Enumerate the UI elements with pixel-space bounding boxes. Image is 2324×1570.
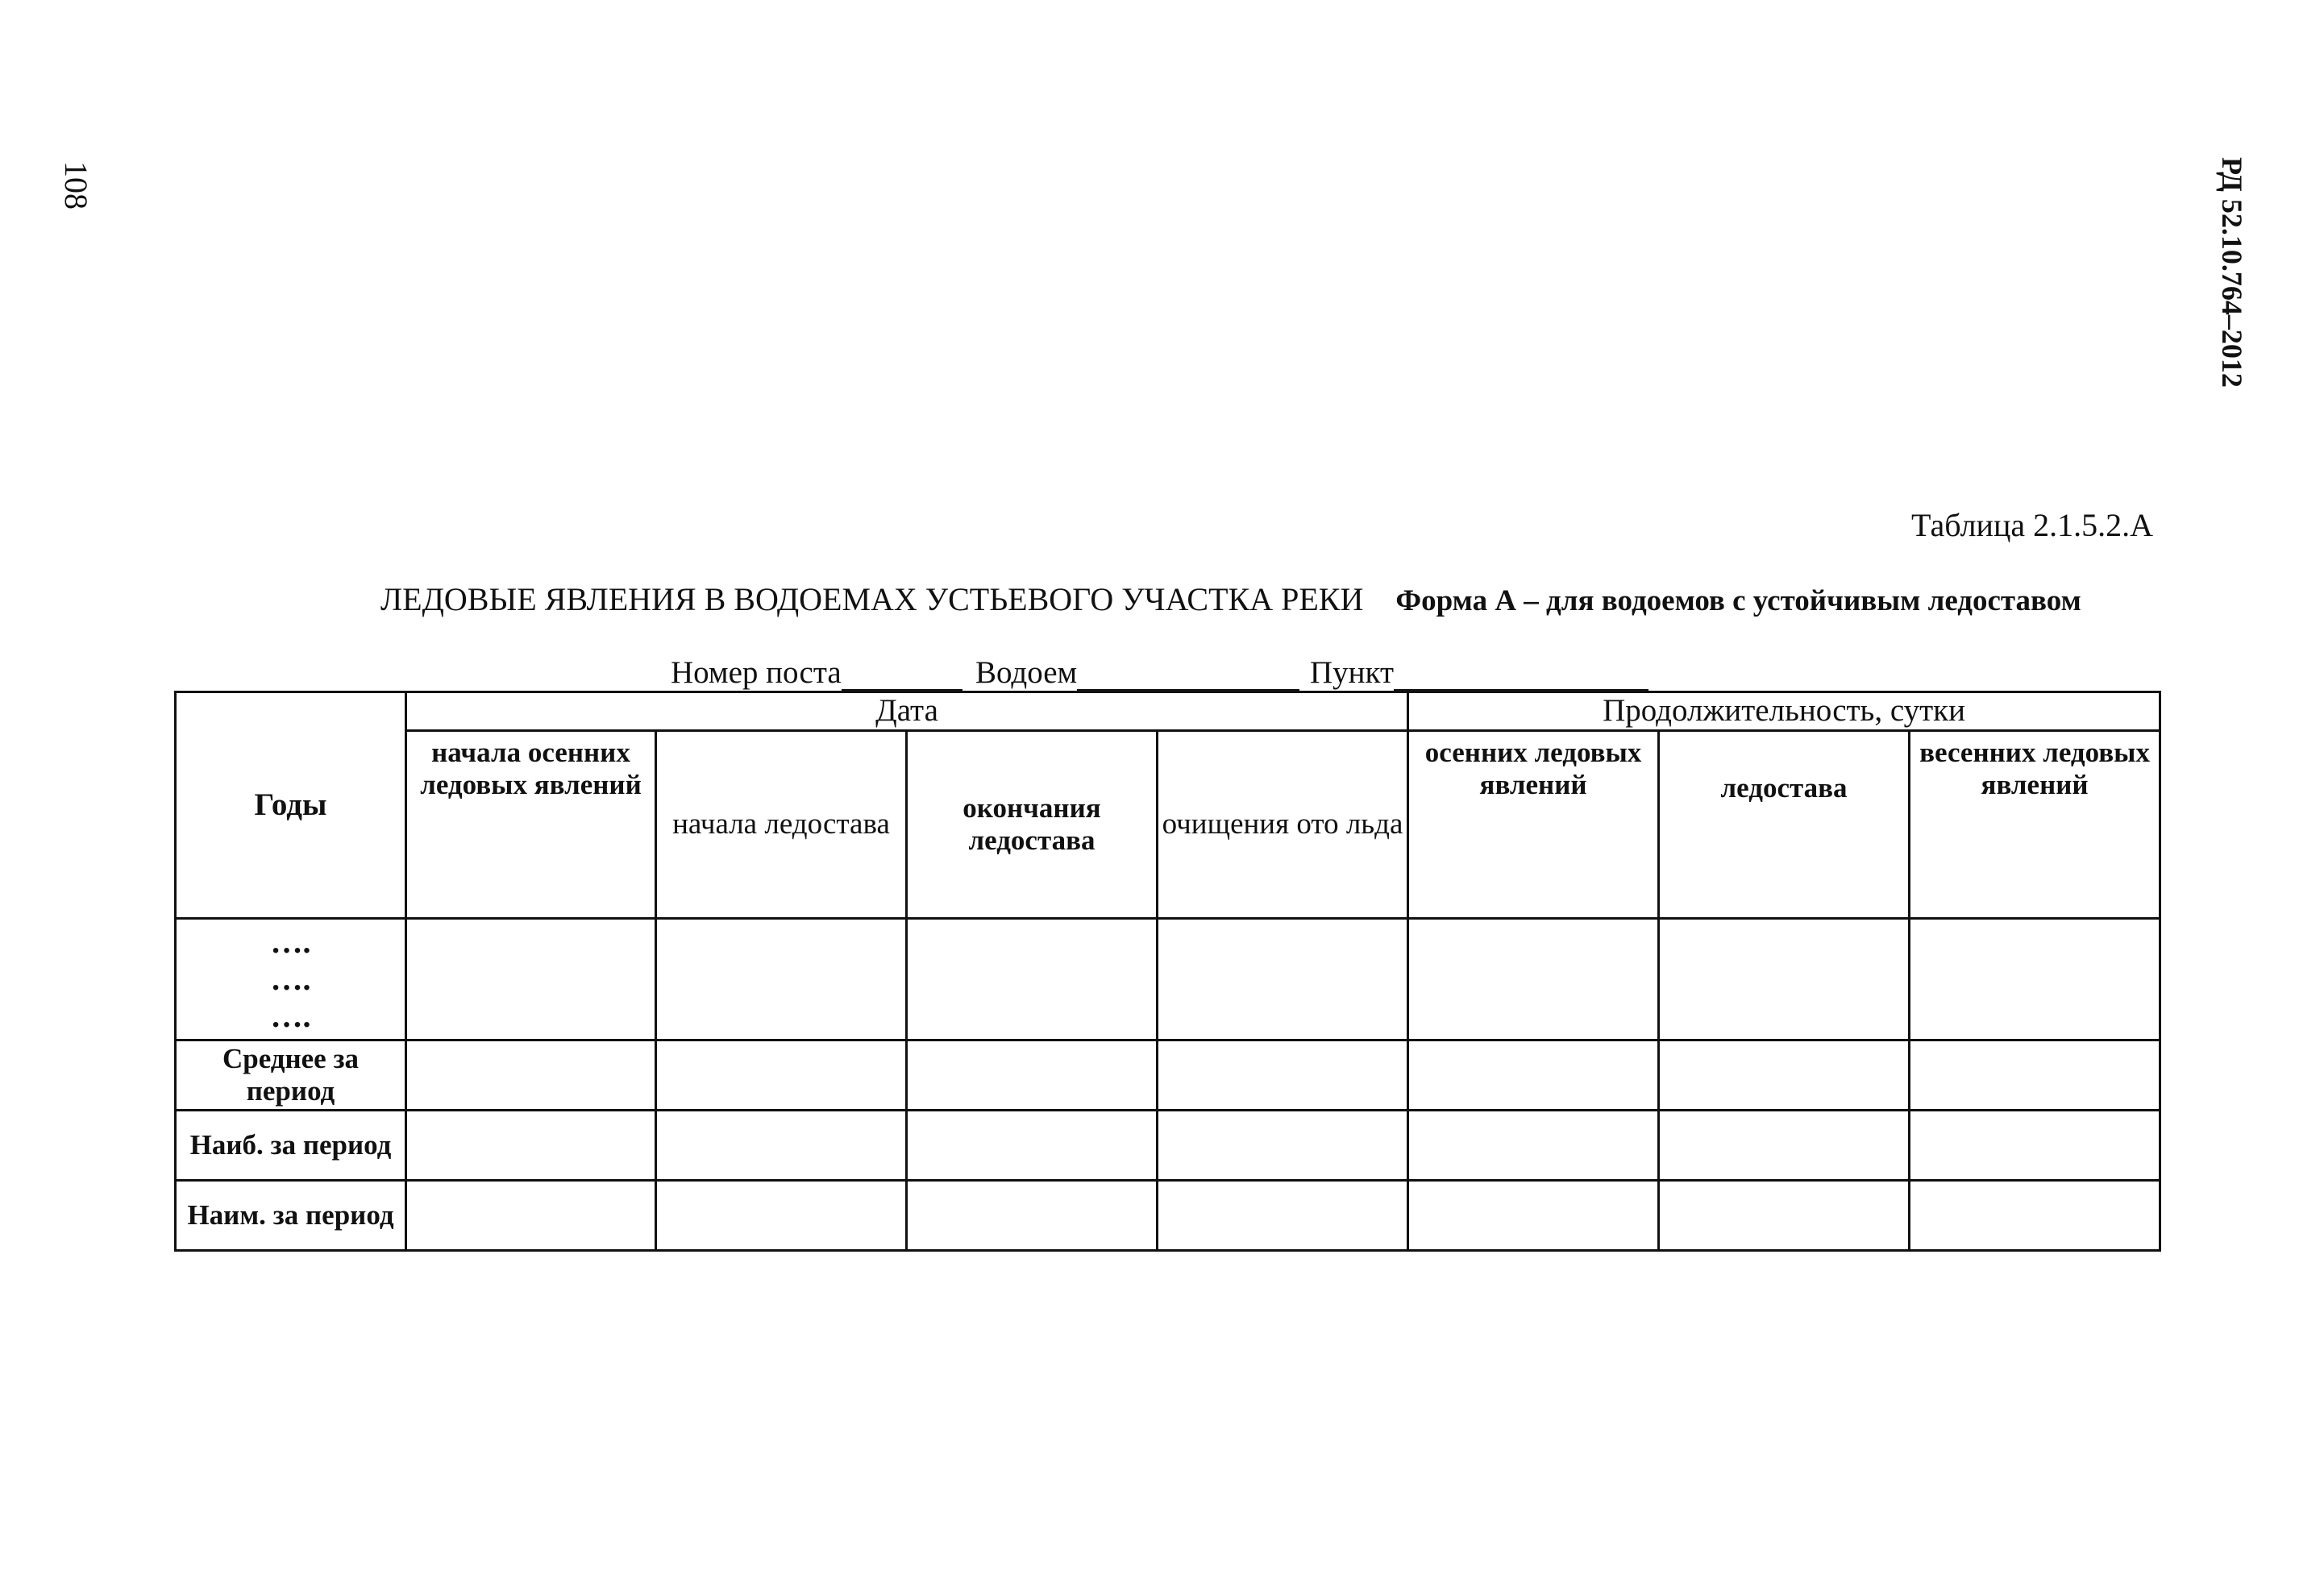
- col-freeze-start: начала ледостава: [656, 730, 907, 918]
- col-freeze-end: окончания ледостава: [907, 730, 1158, 918]
- header-row-columns: [176, 730, 2160, 918]
- page-number: 108: [58, 161, 94, 210]
- table-cell: [406, 1110, 656, 1180]
- point-label: Пункт: [1310, 655, 1395, 690]
- table-cell: [1910, 1180, 2160, 1250]
- table-cell: [1408, 1040, 1659, 1110]
- table-cell: [656, 918, 907, 1040]
- table-cell: [1659, 1180, 1910, 1250]
- point-field: [1310, 654, 1648, 691]
- point-blank: [1394, 658, 1648, 691]
- table-cell: [406, 1180, 656, 1250]
- dots-line: ….: [270, 997, 311, 1034]
- table-cell: [907, 918, 1158, 1040]
- table-cell: [907, 1180, 1158, 1250]
- date-group-header: Дата: [406, 692, 1408, 731]
- table-caption: Таблица 2.1.5.2.А: [1911, 507, 2153, 543]
- table-cell: [1158, 918, 1408, 1040]
- row-label-max: Наиб. за период: [176, 1110, 406, 1180]
- post-number-field: [671, 654, 962, 691]
- table-row-mean: [176, 1040, 2160, 1110]
- heading-title: ЛЕДОВЫЕ ЯВЛЕНИЯ В ВОДОЕМАХ УСТЬЕВОГО УЧАСТКА РЕКИ: [380, 581, 1364, 617]
- ice-phenomena-table: [174, 691, 2161, 1252]
- table-row-min: [176, 1180, 2160, 1250]
- table-cell: [1659, 918, 1910, 1040]
- post-number-label: Номер поста: [671, 655, 842, 690]
- table-cell: [1910, 1110, 2160, 1180]
- col-spring-ice-duration: весенних ледовых явлений: [1910, 730, 2160, 918]
- reservoir-blank: [1077, 658, 1299, 691]
- row-label-mean: Среднее за период: [176, 1040, 406, 1110]
- table-cell: [1158, 1110, 1408, 1180]
- table-cell: [1158, 1040, 1408, 1110]
- table-cell: [406, 1040, 656, 1110]
- duration-group-header: Продолжительность, сутки: [1408, 692, 2160, 731]
- table-cell: [1910, 918, 2160, 1040]
- table-heading: [380, 580, 2081, 618]
- col-autumn-ice-duration: осенних ледовых явлений: [1408, 730, 1659, 918]
- table-cell: [1408, 1180, 1659, 1250]
- dots-line: ….: [270, 960, 311, 997]
- table-cell: [1158, 1180, 1408, 1250]
- col-autumn-ice-start: начала осенних ледовых явлений: [406, 730, 656, 918]
- table-cell: [656, 1180, 907, 1250]
- document-code: РД 52.10.764–2012: [2216, 157, 2248, 388]
- post-number-blank: [842, 658, 962, 691]
- reservoir-label: Водоем: [975, 655, 1078, 690]
- table-cell: [1408, 918, 1659, 1040]
- table-cell: [907, 1040, 1158, 1110]
- table-cell: [907, 1110, 1158, 1180]
- years-header: Годы: [176, 692, 406, 919]
- row-label-min: Наим. за период: [176, 1180, 406, 1250]
- table-row-years: [176, 918, 2160, 1040]
- col-ice-clearing: очищения ото льда: [1158, 730, 1408, 918]
- table-row-max: [176, 1110, 2160, 1180]
- header-row-groups: [176, 692, 2160, 731]
- col-freeze-duration: ледостава: [1659, 730, 1910, 918]
- table-cell: [406, 918, 656, 1040]
- table-cell: [1408, 1110, 1659, 1180]
- table-cell: [656, 1110, 907, 1180]
- table-cell: [656, 1040, 907, 1110]
- table-cell: [1910, 1040, 2160, 1110]
- table-cell: [1659, 1110, 1910, 1180]
- dots-line: ….: [270, 923, 311, 960]
- reservoir-field: [975, 654, 1299, 691]
- table-cell: [1659, 1040, 1910, 1110]
- years-placeholder-cell: [176, 918, 406, 1040]
- heading-form: Форма А – для водоемов с устойчивым ледоставом: [1395, 584, 2081, 617]
